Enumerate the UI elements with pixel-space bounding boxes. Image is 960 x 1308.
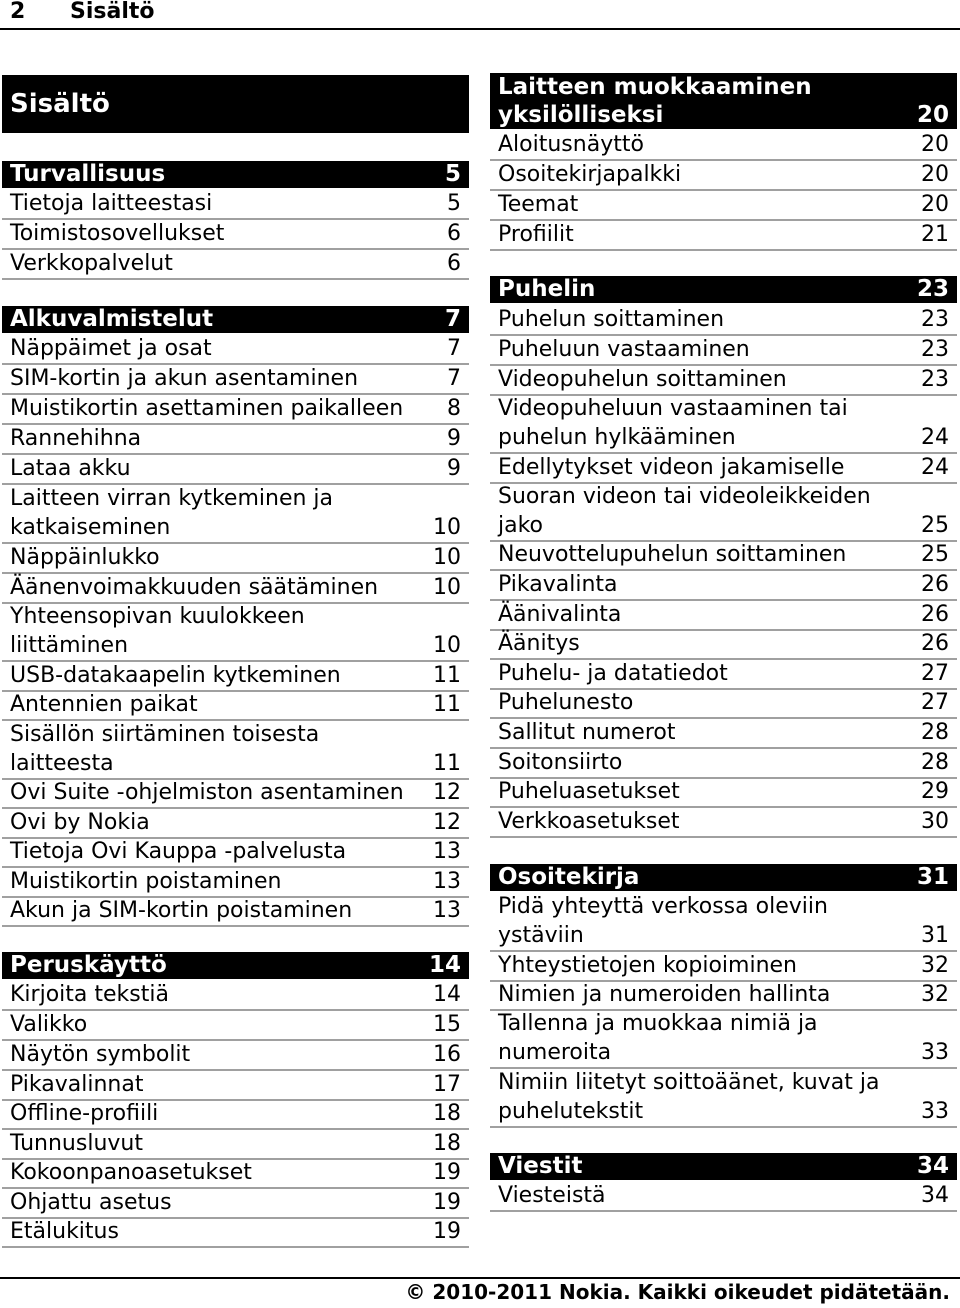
toc-entry-page: 23 — [921, 367, 949, 392]
toc-entry-label: Pikavalinnat — [10, 1072, 144, 1097]
toc-entry[interactable] — [490, 661, 957, 690]
toc-entry-page: 18 — [433, 1131, 461, 1156]
toc-entry-label: SIM-kortin ja akun asentaminen — [10, 366, 359, 391]
toc-entry[interactable] — [490, 337, 957, 366]
toc-entry[interactable] — [2, 692, 469, 721]
page-number: 2 — [10, 0, 26, 24]
section-title: Peruskäyttö — [10, 952, 167, 978]
toc-entry[interactable] — [490, 750, 957, 779]
toc-entry-label: Osoitekirjapalkki — [498, 162, 682, 187]
section-page: 7 — [444, 306, 461, 332]
toc-entry-page: 28 — [921, 750, 949, 775]
toc-entry-page: 18 — [433, 1101, 461, 1126]
toc-entry-page: 24 — [921, 425, 949, 450]
toc-entry-page: 11 — [433, 663, 461, 688]
toc-entry[interactable] — [2, 1160, 469, 1189]
page-header — [0, 0, 960, 30]
toc-entry-page: 32 — [921, 982, 949, 1007]
toc-entry-page: 8 — [447, 396, 461, 421]
toc-entry-page: 7 — [447, 366, 461, 391]
toc-entry-label: Nimien ja numeroiden hallinta — [498, 982, 831, 1007]
section-heading-viestit[interactable] — [490, 1153, 957, 1180]
toc-entry[interactable] — [490, 222, 957, 251]
toc-entry-page: 31 — [921, 923, 949, 948]
toc-entry-page: 13 — [433, 898, 461, 923]
section-title: Alkuvalmistelut — [10, 306, 214, 332]
toc-entry-page: 14 — [433, 982, 461, 1007]
toc-entry[interactable] — [490, 602, 957, 631]
section-heading-peruskaytto[interactable] — [2, 952, 469, 979]
toc-entry-page: 32 — [921, 953, 949, 978]
section-heading-muokkaaminen[interactable] — [490, 73, 957, 129]
toc-entry-label: Puhelunesto — [498, 690, 634, 715]
toc-entry-label: Puheluun vastaaminen — [498, 337, 750, 362]
toc-entry-page: 25 — [921, 542, 949, 567]
toc-entry-page: 13 — [433, 869, 461, 894]
toc-entry-label: Ohjattu asetus — [10, 1190, 172, 1215]
toc-entry-page: 6 — [447, 221, 461, 246]
toc-entry-page: 24 — [921, 455, 949, 480]
section-page: 20 — [916, 102, 949, 128]
toc-entry-label: Antennien paikat — [10, 692, 198, 717]
toc-entry-page: 26 — [921, 572, 949, 597]
toc-entry-page: 20 — [921, 192, 949, 217]
toc-entry-page: 33 — [921, 1040, 949, 1065]
toc-entry-page: 28 — [921, 720, 949, 745]
toc-entry[interactable] — [2, 869, 469, 898]
section-heading-osoitekirja[interactable] — [490, 864, 957, 891]
toc-entry-label: Verkkopalvelut — [10, 251, 173, 276]
toc-entry-page: 12 — [433, 780, 461, 805]
toc-entry[interactable] — [490, 307, 957, 336]
section-page: 23 — [916, 276, 949, 302]
toc-entry[interactable] — [490, 631, 957, 660]
toc-entry[interactable] — [2, 1101, 469, 1130]
toc-entry-page: 17 — [433, 1072, 461, 1097]
toc-entry-label: Näppäimet ja osat — [10, 336, 212, 361]
toc-entry-label: Akun ja SIM-kortin poistaminen — [10, 898, 353, 923]
toc-entry[interactable] — [2, 366, 469, 395]
section-title: Osoitekirja — [498, 864, 640, 890]
toc-entry-label: Valikko — [10, 1012, 88, 1037]
toc-entry[interactable] — [2, 486, 469, 544]
toc-entry-page: 15 — [433, 1012, 461, 1037]
toc-entry-label: Verkkoasetukset — [498, 809, 680, 834]
toc-entry-page: 10 — [433, 633, 461, 658]
toc-entry[interactable] — [2, 722, 469, 780]
toc-entry[interactable] — [2, 1131, 469, 1160]
toc-entry-page: 10 — [433, 515, 461, 540]
toc-entry[interactable] — [490, 455, 957, 484]
toc-entry-page: 9 — [447, 456, 461, 481]
toc-entry-page: 5 — [447, 191, 461, 216]
toc-entry-label: Äänitys — [498, 631, 580, 656]
toc-entry[interactable] — [2, 575, 469, 604]
toc-entry-page: 26 — [921, 631, 949, 656]
toc-entry-label: Laitteen virran kytkeminen ja katkaiseminen — [10, 486, 334, 540]
footer-rule — [0, 1277, 960, 1279]
section-title: Laitteen muokkaaminen yksilölliseksi — [498, 74, 812, 128]
toc-entry-label: Nimiin liitetyt soittoäänet, kuvat ja puhelutekstit — [498, 1070, 880, 1124]
toc-entry[interactable] — [490, 1183, 957, 1212]
toc-entry[interactable] — [2, 663, 469, 692]
toc-entry-page: 29 — [921, 779, 949, 804]
toc-entry-label: Äänenvoimakkuuden säätäminen — [10, 575, 379, 600]
toc-entry-label: Edellytykset videon jakamiselle — [498, 455, 845, 480]
toc-entry-page: 23 — [921, 307, 949, 332]
toc-entry-label: Etälukitus — [10, 1219, 119, 1244]
toc-entry-page: 19 — [433, 1219, 461, 1244]
toc-entry-page: 7 — [447, 336, 461, 361]
toc-entry[interactable] — [2, 810, 469, 839]
toc-entry-page: 34 — [921, 1183, 949, 1208]
toc-entry[interactable] — [2, 426, 469, 455]
section-heading-puhelin[interactable] — [490, 276, 957, 303]
toc-entry-page: 16 — [433, 1042, 461, 1067]
toc-entry-label: Soitonsiirto — [498, 750, 623, 775]
toc-entry-label: Offline-profiili — [10, 1101, 159, 1126]
copyright-footer: © 2010-2011 Nokia. Kaikki oikeudet pidätetään. — [405, 1280, 950, 1304]
toc-entry[interactable] — [490, 720, 957, 749]
toc-entry[interactable] — [490, 396, 957, 454]
toc-entry[interactable] — [2, 780, 469, 809]
toc-entry-label: Tietoja Ovi Kauppa -palvelusta — [10, 839, 347, 864]
toc-entry-page: 27 — [921, 661, 949, 686]
toc-entry[interactable] — [2, 251, 469, 280]
toc-entry-label: Teemat — [498, 192, 579, 217]
toc-entry[interactable] — [2, 456, 469, 485]
toc-entry-page: 30 — [921, 809, 949, 834]
section-page: 5 — [444, 161, 461, 187]
toc-entry-label: Ovi by Nokia — [10, 810, 150, 835]
toc-entry-label: Kokoonpanoasetukset — [10, 1160, 252, 1185]
toc-entry-page: 27 — [921, 690, 949, 715]
toc-entry[interactable] — [490, 894, 957, 952]
toc-entry[interactable] — [490, 367, 957, 396]
toc-entry[interactable] — [2, 1219, 469, 1248]
section-heading-turvallisuus[interactable] — [2, 161, 469, 188]
toc-entry[interactable] — [490, 192, 957, 221]
toc-entry-label: Muistikortin asettaminen paikalleen — [10, 396, 404, 421]
toc-entry-label: Tallenna ja muokkaa nimiä ja numeroita — [498, 1011, 818, 1065]
toc-entry[interactable] — [490, 779, 957, 808]
section-heading-alkuvalmistelut[interactable] — [2, 306, 469, 333]
toc-entry[interactable] — [490, 982, 957, 1011]
toc-entry-label: Tietoja laitteestasi — [10, 191, 213, 216]
toc-entry-label: Neuvottelupuhelun soittaminen — [498, 542, 847, 567]
toc-entry[interactable] — [2, 191, 469, 220]
toc-entry-label: Kirjoita tekstiä — [10, 982, 169, 1007]
toc-entry[interactable] — [2, 839, 469, 868]
section-page: 14 — [428, 952, 461, 978]
toc-entry-label: Äänivalinta — [498, 602, 622, 627]
toc-entry[interactable] — [2, 396, 469, 425]
toc-entry[interactable] — [490, 690, 957, 719]
toc-entry-page: 33 — [921, 1099, 949, 1124]
toc-entry-page: 13 — [433, 839, 461, 864]
toc-entry-label: Yhteensopivan kuulokkeen liittäminen — [10, 604, 305, 658]
section-page: 31 — [916, 864, 949, 890]
toc-entry[interactable] — [490, 132, 957, 161]
toc-entry-page: 21 — [921, 222, 949, 247]
toc-entry-label: Profiilit — [498, 222, 574, 247]
toc-entry-label: Lataa akku — [10, 456, 131, 481]
toc-entry-page: 11 — [433, 692, 461, 717]
toc-entry[interactable] — [490, 809, 957, 838]
toc-entry[interactable] — [2, 336, 469, 365]
toc-entry[interactable] — [2, 604, 469, 662]
toc-entry-label: Toimistosovellukset — [10, 221, 225, 246]
section-title: Puhelin — [498, 276, 596, 302]
toc-entry-page: 10 — [433, 575, 461, 600]
toc-entry-page: 20 — [921, 132, 949, 157]
toc-entry[interactable] — [2, 982, 469, 1011]
toc-entry-page: 26 — [921, 602, 949, 627]
section-page: 34 — [916, 1153, 949, 1179]
toc-entry[interactable] — [2, 221, 469, 250]
toc-entry-page: 20 — [921, 162, 949, 187]
toc-entry[interactable] — [490, 542, 957, 571]
toc-entry-page: 10 — [433, 545, 461, 570]
toc-entry-label: Aloitusnäyttö — [498, 132, 644, 157]
toc-entry-label: Viesteistä — [498, 1183, 606, 1208]
toc-entry-label: Tunnusluvut — [10, 1131, 143, 1156]
toc-entry-label: Puhelun soittaminen — [498, 307, 725, 332]
toc-entry[interactable] — [2, 545, 469, 574]
toc-entry-label: Pikavalinta — [498, 572, 618, 597]
section-title: Viestit — [498, 1153, 583, 1179]
toc-entry-label: Sallitut numerot — [498, 720, 676, 745]
toc-entry-label: Ovi Suite -ohjelmiston asentaminen — [10, 780, 404, 805]
toc-entry-label: Muistikortin poistaminen — [10, 869, 282, 894]
running-title: Sisältö — [70, 0, 155, 24]
toc-entry-page: 19 — [433, 1160, 461, 1185]
toc-entry-page: 11 — [433, 751, 461, 776]
toc-entry-label: Puheluasetukset — [498, 779, 680, 804]
toc-entry-label: Videopuheluun vastaaminen tai puhelun hylkääminen — [498, 396, 848, 450]
toc-entry-label: Yhteystietojen kopioiminen — [498, 953, 797, 978]
toc-entry-label: Videopuhelun soittaminen — [498, 367, 787, 392]
toc-entry[interactable] — [490, 484, 957, 542]
toc-entry[interactable] — [490, 1070, 957, 1128]
toc-entry[interactable] — [2, 1072, 469, 1101]
toc-entry[interactable] — [2, 1012, 469, 1041]
toc-entry-page: 19 — [433, 1190, 461, 1215]
toc-entry-page: 23 — [921, 337, 949, 362]
toc-entry-label: USB-datakaapelin kytkeminen — [10, 663, 341, 688]
toc-entry[interactable] — [490, 162, 957, 191]
toc-entry-page: 12 — [433, 810, 461, 835]
toc-entry-label: Näppäinlukko — [10, 545, 160, 570]
toc-entry-page: 25 — [921, 513, 949, 538]
toc-entry[interactable] — [2, 898, 469, 927]
toc-entry-label: Rannehihna — [10, 426, 142, 451]
toc-entry-label: Suoran videon tai videoleikkeiden jako — [498, 484, 871, 538]
toc-entry[interactable] — [490, 572, 957, 601]
toc-entry-label: Pidä yhteyttä verkossa oleviin ystäviin — [498, 894, 828, 948]
toc-entry-label: Näytön symbolit — [10, 1042, 191, 1067]
toc-entry[interactable] — [490, 1011, 957, 1069]
section-title: Turvallisuus — [10, 161, 166, 187]
toc-entry-page: 9 — [447, 426, 461, 451]
toc-entry-page: 6 — [447, 251, 461, 276]
toc-entry-label: Puhelu- ja datatiedot — [498, 661, 728, 686]
toc-title: Sisältö — [2, 75, 469, 133]
toc-entry[interactable] — [2, 1190, 469, 1219]
toc-entry[interactable] — [2, 1042, 469, 1071]
toc-entry-label: Sisällön siirtäminen toisesta laitteesta — [10, 722, 320, 776]
toc-entry[interactable] — [490, 953, 957, 982]
